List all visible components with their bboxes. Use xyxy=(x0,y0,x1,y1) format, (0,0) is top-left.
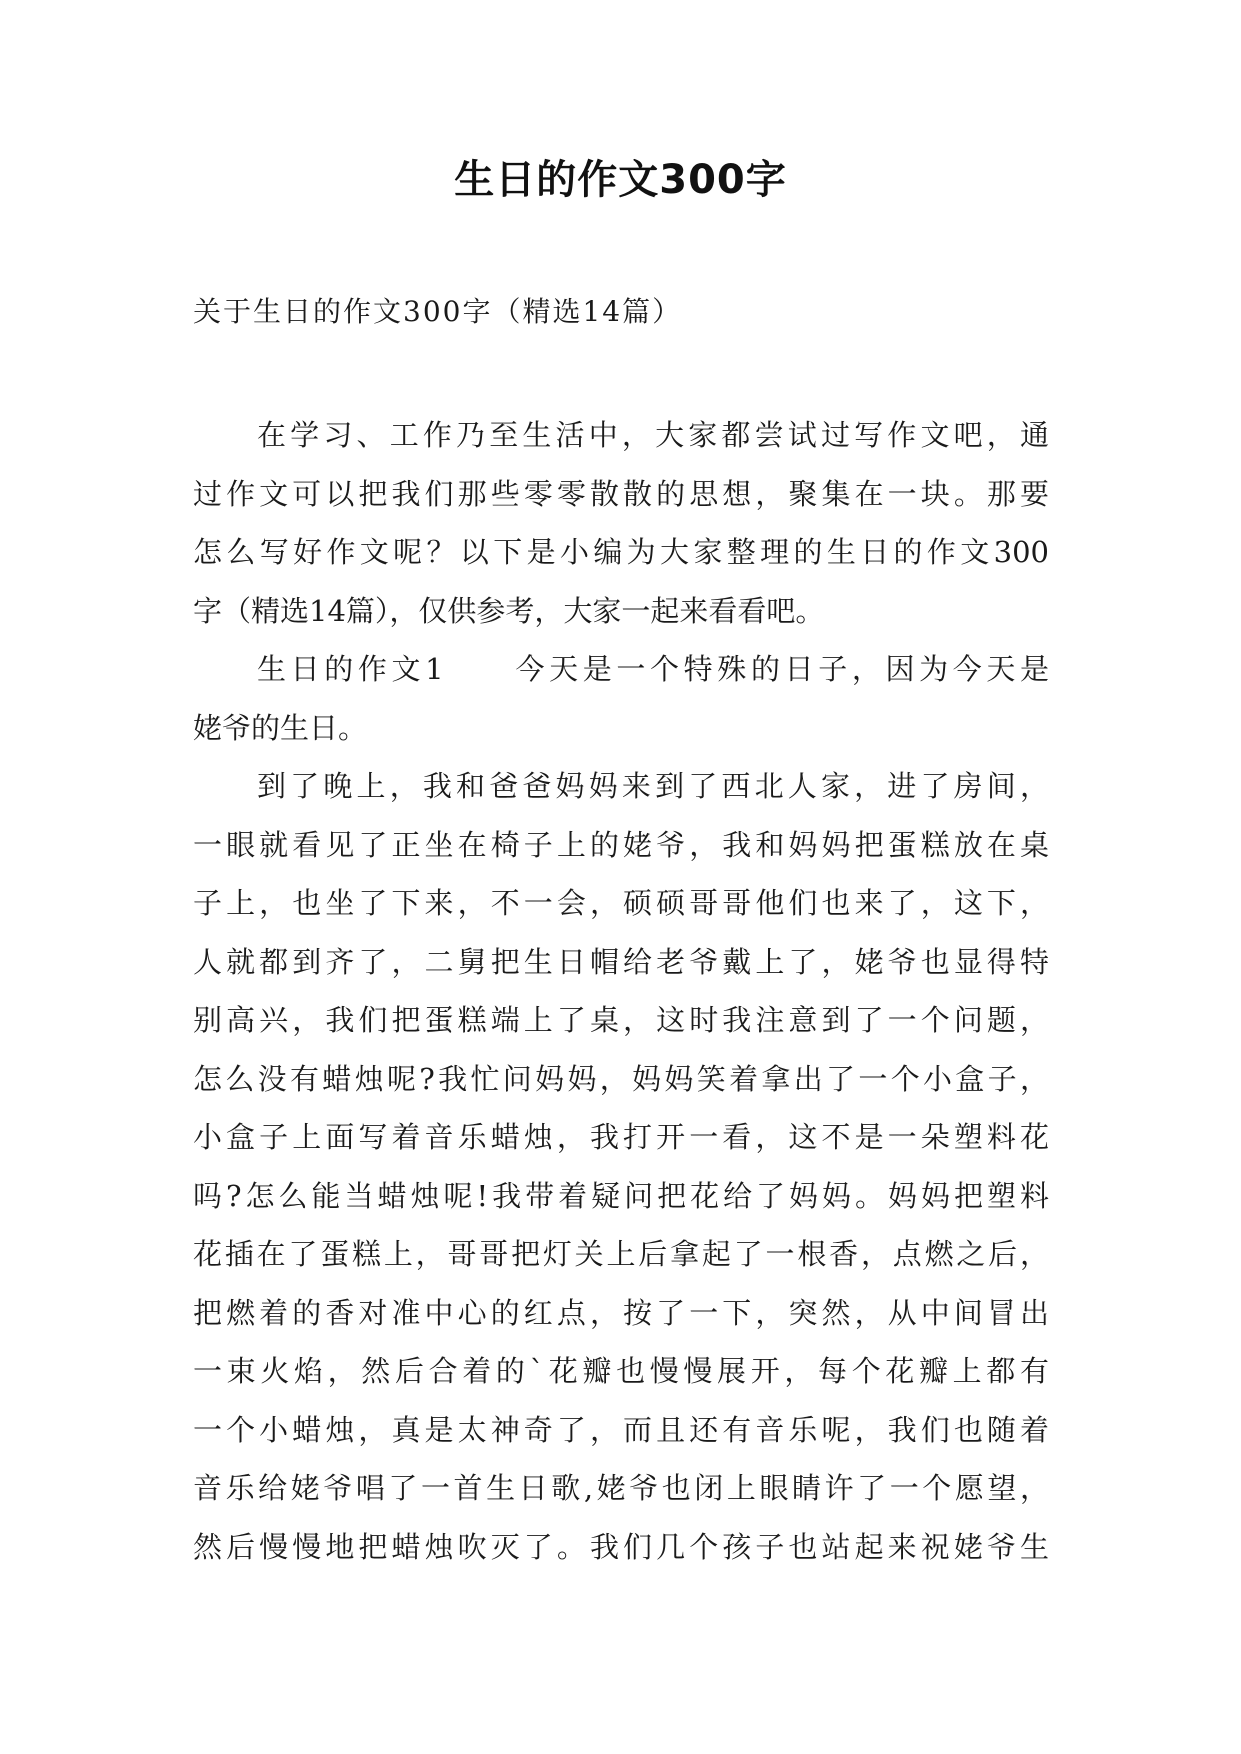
body-line: 子上，也坐了下来，不一会，硕硕哥哥他们也来了，这下， xyxy=(193,886,1049,920)
body-line: 然后慢慢地把蜡烛吹灭了。我们几个孩子也站起来祝姥爷生 xyxy=(193,1529,1049,1564)
body-line: 一眼就看见了正坐在椅子上的姥爷，我和妈妈把蛋糕放在桌 xyxy=(193,827,1049,862)
body-line: 吗?怎么能当蜡烛呢!我带着疑问把花给了妈妈。妈妈把塑料 xyxy=(193,1178,1049,1213)
body-line: 把燃着的香对准中心的红点，按了一下，突然，从中间冒出 xyxy=(193,1295,1049,1330)
document-subtitle: 关于生日的作文300字（精选14篇） xyxy=(193,295,683,328)
body-line: 别高兴，我们把蛋糕端上了桌，这时我注意到了一个问题， xyxy=(193,1003,1049,1037)
body-line: 人就都到齐了，二舅把生日帽给老爷戴上了，姥爷也显得特 xyxy=(193,944,1049,979)
body-line: 姥爷的生日。 xyxy=(193,710,368,745)
body-line: 小盒子上面写着音乐蜡烛，我打开一看，这不是一朵塑料花 xyxy=(193,1120,1049,1154)
body-line: 怎么写好作文呢？以下是小编为大家整理的生日的作文300 xyxy=(193,535,1049,569)
body-line: 字（精选14篇），仅供参考，大家一起来看看吧。 xyxy=(193,593,825,628)
body-line: 怎么没有蜡烛呢?我忙问妈妈，妈妈笑着拿出了一个小盒子， xyxy=(193,1061,1049,1096)
body-line: 在学习、工作乃至生活中，大家都尝试过写作文吧，通 xyxy=(257,418,1049,452)
body-line: 一束火焰，然后合着的`花瓣也慢慢展开，每个花瓣上都有 xyxy=(193,1354,1049,1388)
document-title: 生日的作文300字 xyxy=(454,157,787,203)
body-line: 一个小蜡烛，真是太神奇了，而且还有音乐呢，我们也随着 xyxy=(193,1412,1049,1447)
body-line: 生日的作文1 今天是一个特殊的日子，因为今天是 xyxy=(257,652,1049,686)
document-body xyxy=(193,406,1049,1576)
body-line: 过作文可以把我们那些零零散散的思想，聚集在一块。那要 xyxy=(193,476,1049,511)
body-line: 花插在了蛋糕上，哥哥把灯关上后拿起了一根香，点燃之后， xyxy=(193,1237,1049,1271)
body-line: 音乐给姥爷唱了一首生日歌,姥爷也闭上眼睛许了一个愿望， xyxy=(193,1471,1049,1505)
body-line: 到了晚上，我和爸爸妈妈来到了西北人家，进了房间， xyxy=(257,769,1049,803)
